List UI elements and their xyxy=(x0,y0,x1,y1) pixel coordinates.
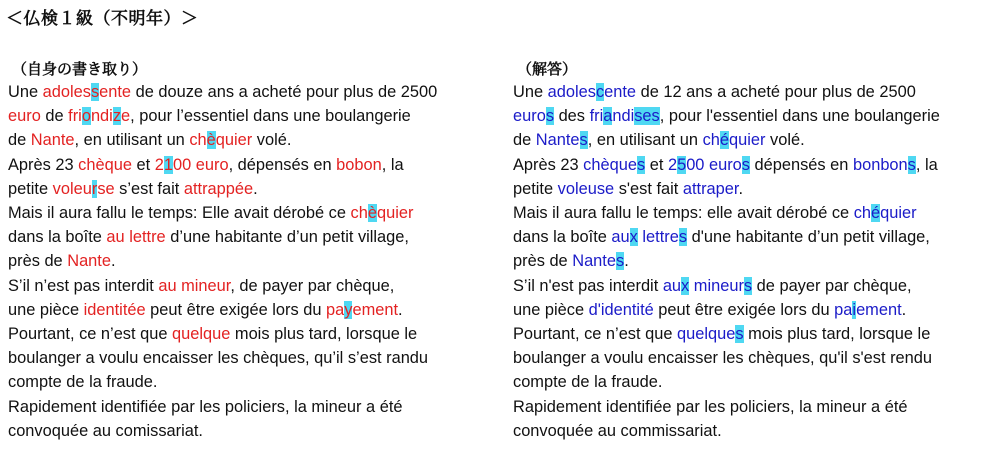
error-word: Nante xyxy=(67,252,111,271)
text-segment: . xyxy=(624,252,629,271)
text-segment: petite xyxy=(513,179,558,198)
error-word: bobon xyxy=(336,155,382,174)
text-segment: Rapidement identifiée par les policiers, la mineur a été xyxy=(8,397,403,416)
error-word: ndi xyxy=(90,107,113,126)
corrected-word: mineur xyxy=(689,276,744,295)
error-word: quelque xyxy=(172,325,231,344)
highlighted-letter: o xyxy=(81,107,91,126)
text-segment: boulanger a voulu encaisser les chèques, qu’il s’est randu xyxy=(8,349,429,368)
text-segment: volé. xyxy=(765,131,805,150)
text-line xyxy=(8,370,498,394)
text-segment: mois plus tard, lorsque le xyxy=(743,325,931,344)
highlighted-letter: s xyxy=(636,155,646,174)
highlighted-letter: x xyxy=(681,276,690,295)
text-segment: . xyxy=(738,179,744,198)
text-line xyxy=(513,249,1003,273)
text-line xyxy=(8,298,498,322)
text-segment: S’il n'est pas interdit xyxy=(513,276,663,295)
text-line xyxy=(8,395,498,419)
error-word: ement xyxy=(352,300,399,319)
error-word: au mineur xyxy=(158,276,231,295)
text-segment: S’il n’est pas interdit xyxy=(8,276,159,295)
text-segment: , pour l'essentiel dans une boulangerie xyxy=(659,107,940,126)
text-line xyxy=(8,322,498,346)
error-word: quier xyxy=(215,131,253,150)
error-word: au lettre xyxy=(106,228,166,247)
text-segment: . xyxy=(901,300,907,319)
text-line xyxy=(513,370,1003,394)
highlighted-letter: i xyxy=(852,300,857,319)
text-segment: convoquée au comissariat. xyxy=(8,421,203,440)
text-segment: dépensés en xyxy=(749,155,853,174)
text-segment: Mais il aura fallu le temps: Elle avait dérobé ce xyxy=(8,204,351,223)
text-segment: dans la boîte xyxy=(8,228,107,247)
text-line xyxy=(513,274,1003,298)
text-segment: de payer par chèque, xyxy=(752,276,912,295)
error-word: chèque xyxy=(78,155,132,174)
highlighted-letter: s xyxy=(678,228,688,247)
text-segment: de 12 ans a acheté pour plus de 2500 xyxy=(636,83,916,101)
corrected-word: Nante xyxy=(535,131,580,150)
highlighted-letter: z xyxy=(112,107,122,126)
error-word: 00 euro xyxy=(172,155,229,174)
text-segment: de xyxy=(8,131,31,150)
error-word: adoles xyxy=(42,83,91,101)
highlighted-letter: s xyxy=(90,83,100,101)
text-line xyxy=(8,225,498,249)
text-segment: de xyxy=(513,131,536,150)
corrected-word: bonbon xyxy=(852,155,908,174)
corrected-word: quier xyxy=(729,131,766,150)
error-word: quier xyxy=(376,204,414,223)
text-segment: de douze ans a acheté pour plus de 2500 xyxy=(131,83,438,101)
text-line xyxy=(513,395,1003,419)
error-word: Nante xyxy=(30,131,75,150)
error-word: se xyxy=(97,179,115,198)
text-segment: Après 23 xyxy=(513,155,584,174)
corrected-word: quelque xyxy=(677,325,736,344)
text-segment: Après 23 xyxy=(8,155,79,174)
text-segment: dans la boîte xyxy=(513,228,612,247)
corrected-word: fri xyxy=(589,107,604,126)
corrected-word: Nante xyxy=(572,252,616,271)
text-line xyxy=(8,419,498,443)
highlighted-letter: c xyxy=(595,83,605,101)
text-line xyxy=(8,153,498,177)
highlighted-letter: ses xyxy=(634,107,660,126)
text-segment: Pourtant, ce n’est que xyxy=(8,325,173,344)
text-segment: s’est fait xyxy=(114,179,184,198)
highlighted-letter: è xyxy=(206,131,216,150)
text-segment: peut être exigée lors du xyxy=(145,300,327,319)
highlighted-letter: s xyxy=(743,276,753,295)
highlighted-letter: s xyxy=(735,325,744,344)
highlighted-letter: è xyxy=(367,204,377,223)
text-segment: , de payer par chèque, xyxy=(230,276,395,295)
text-line xyxy=(513,104,1003,128)
error-word: ch xyxy=(189,131,207,150)
text-segment: convoquée au commissariat. xyxy=(513,421,722,440)
highlighted-letter: s xyxy=(907,155,916,174)
text-segment: , dépensés en xyxy=(228,155,337,174)
error-word: 2 xyxy=(154,155,164,174)
corrected-word: au xyxy=(662,276,682,295)
text-line xyxy=(513,225,1003,249)
text-segment: et xyxy=(645,155,668,174)
text-segment: et xyxy=(131,155,155,174)
error-word: fri xyxy=(68,107,82,126)
highlighted-letter: y xyxy=(344,300,353,319)
text-segment: près de xyxy=(513,252,573,271)
corrected-word: 2 xyxy=(667,155,678,174)
text-line xyxy=(513,201,1003,225)
text-line xyxy=(513,346,1003,370)
text-segment: Une xyxy=(8,83,43,101)
text-segment: , la xyxy=(915,155,938,174)
text-segment: près de xyxy=(8,252,68,271)
text-line xyxy=(8,201,498,225)
highlighted-letter: s xyxy=(615,252,625,271)
text-segment: d’une habitante d’un petit village, xyxy=(165,228,409,247)
corrected-word: 00 euro xyxy=(686,155,742,174)
text-segment: compte de la fraude. xyxy=(8,373,158,392)
corrected-word: ndi xyxy=(612,107,635,126)
corrected-word: voleuse xyxy=(557,179,615,198)
highlighted-letter: 5 xyxy=(677,155,687,174)
text-segment: Rapidement identifiée par les policiers, la mineur a été xyxy=(513,397,908,416)
highlighted-letter: é xyxy=(719,131,729,150)
text-line xyxy=(513,298,1003,322)
dictation-text xyxy=(8,80,498,443)
text-segment: , en utilisant un xyxy=(74,131,190,150)
error-word: attrappée xyxy=(183,179,254,198)
text-segment: petite xyxy=(8,179,53,198)
corrected-word: euro xyxy=(513,107,546,126)
error-word: e xyxy=(121,107,131,126)
error-word: pa xyxy=(326,300,345,319)
text-line xyxy=(513,80,1003,104)
highlighted-letter: a xyxy=(603,107,613,126)
corrected-word: attraper xyxy=(682,179,739,198)
text-segment: une pièce xyxy=(8,300,84,319)
text-line xyxy=(8,80,498,104)
corrected-word: ch xyxy=(702,131,720,150)
text-line xyxy=(513,128,1003,152)
text-segment: Pourtant, ce n’est que xyxy=(513,325,678,344)
highlighted-letter: é xyxy=(871,204,881,223)
error-word: ch xyxy=(350,204,368,223)
text-segment: boulanger a voulu encaisser les chèques, qu'il s'est rendu xyxy=(513,349,933,368)
text-line xyxy=(513,322,1003,346)
text-segment: . xyxy=(398,300,403,319)
answer-column xyxy=(513,58,1003,443)
error-word: euro xyxy=(8,107,41,126)
text-segment: peut être exigée lors du xyxy=(653,300,835,319)
text-segment: une pièce xyxy=(513,300,589,319)
text-line xyxy=(8,249,498,273)
text-segment: de xyxy=(40,107,69,126)
dictation-column xyxy=(8,58,498,443)
corrected-word: pa xyxy=(834,300,853,319)
text-segment: Une xyxy=(513,83,548,101)
text-line xyxy=(8,177,498,201)
highlighted-letter: x xyxy=(629,228,638,247)
text-segment: compte de la fraude. xyxy=(513,373,663,392)
corrected-word: ch xyxy=(853,204,872,223)
error-word: ente xyxy=(99,83,132,101)
text-segment: volé. xyxy=(252,131,292,150)
corrected-word: adoles xyxy=(547,83,596,101)
highlighted-letter: r xyxy=(91,179,98,198)
text-segment: mois plus tard, lorsque le xyxy=(230,325,418,344)
error-word: identitée xyxy=(83,300,146,319)
text-segment: d'une habitante d’un petit village, xyxy=(687,228,930,247)
text-segment: , pour l’essentiel dans une boulangerie xyxy=(130,107,411,126)
text-line xyxy=(8,274,498,298)
text-line xyxy=(8,104,498,128)
text-segment: Mais il aura fallu le temps: elle avait dérobé ce xyxy=(513,204,854,223)
corrected-word: ente xyxy=(604,83,637,101)
highlighted-letter: s xyxy=(545,107,555,126)
corrected-word: d'identité xyxy=(588,300,654,319)
answer-heading: （解答） xyxy=(517,60,578,78)
highlighted-letter: 1 xyxy=(163,155,173,174)
corrected-word: quier xyxy=(880,204,917,223)
highlighted-letter: s xyxy=(741,155,750,174)
corrected-word: lettre xyxy=(637,228,679,247)
highlighted-letter: s xyxy=(579,131,588,150)
text-line xyxy=(513,153,1003,177)
error-word: voleu xyxy=(52,179,92,198)
text-line xyxy=(8,128,498,152)
text-line xyxy=(513,177,1003,201)
text-segment: . xyxy=(110,252,116,271)
corrected-word: chèque xyxy=(583,155,637,174)
corrected-word: au xyxy=(611,228,630,247)
text-segment: , en utilisant un xyxy=(587,131,703,150)
answer-text xyxy=(513,80,1003,443)
text-segment: . xyxy=(253,179,258,198)
text-line xyxy=(513,419,1003,443)
page-title: ＜仏検１級（不明年）＞ xyxy=(6,9,199,29)
dictation-heading: （自身の書き取り） xyxy=(12,60,148,78)
text-segment: s'est fait xyxy=(614,179,683,198)
text-segment: , la xyxy=(381,155,404,174)
corrected-word: ement xyxy=(856,300,902,319)
text-segment: des xyxy=(554,107,590,126)
text-line xyxy=(8,346,498,370)
